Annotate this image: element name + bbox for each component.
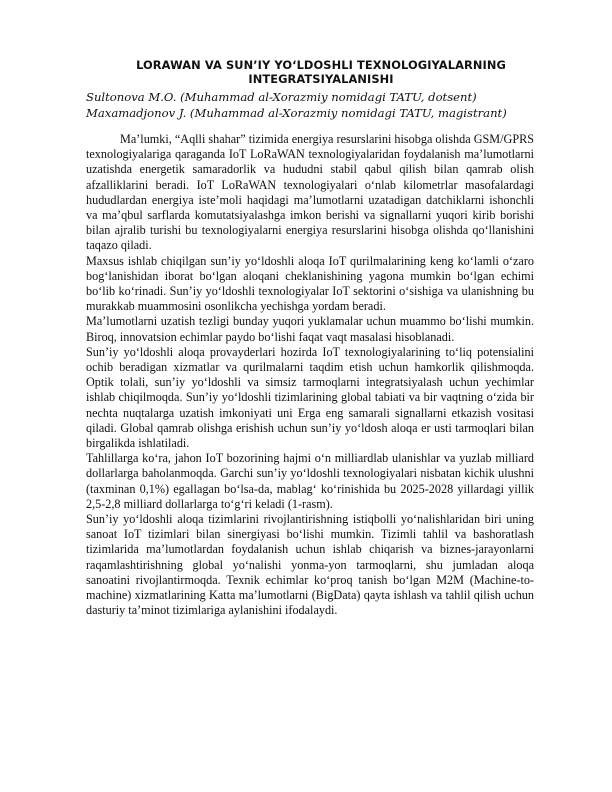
paragraph-1: Ma’lumki, “Aqlli shahar” tizimida energiya resurslarini hisobga olishda GSM/GPRS texnologiyalariga qaraganda IoT LoRaWAN texnologiyalaridan foydalanish ma’lumotlarni uzatishda energetik samaradorlik va hududni stabil qabul qilish bilan qamrab olish afzalliklarini beradi. IoT LoRaWAN texnologiyalari o‘nlab kilometrlar masofalardagi hududlardan energiya iste’moli haqidagi ma’lumotlarni uzatadigan datchiklarni ishonchli va ma’qbul sarflarda komutatsiyalashga imkon berishi va signallarni yuqori kirib borishi bilan ajralib turishi bu texnologiyalarni energiya resurslarini hisobga olishda qo‘llanishini taqazo qiladi. bbox=[86, 132, 534, 253]
paragraph-4: Sun’iy yo‘ldoshli aloqa provayderlari hozirda IoT texnologiyalarining to‘liq potensialini ochib beradigan xizmatlar va qurilmalarni taqdim etish uchun hamkorlik qilishmoqda. Optik tolali, sun’iy yo‘ldoshli va simsiz tarmoqlarni integratsiyalash uchun yechimlar ishlab chiqilmoqda. Sun’iy yo‘ldoshli tizimlarining global tabiati va bir vaqtning o‘zida bir nechta nuqtalarga uzatish imkoniyati uni Erga eng samarali signallarni etkazish vositasi qiladi. Global qamrab olishga erishish uchun sun’iy yo‘ldosh aloqa er usti tarmoqlari bilan birgalikda ishlatiladi. bbox=[86, 344, 534, 451]
paragraph-5: Tahlillarga ko‘ra, jahon IoT bozorining hajmi o‘n milliardlab ulanishlar va yuzlab milliard dollarlarga baholanmoqda. Garchi sun’iy yo‘ldoshli texnologiyalari nisbatan kichik ulushni (taxminan 0,1%) egallagan bo‘lsa-da, mablag‘ ko‘rinishida bu 2025-2028 yillardagi yillik 2,5-2,8 milliard dollarlarga to‘g‘ri keladi (1-rasm). bbox=[86, 451, 534, 511]
author-list bbox=[86, 89, 534, 121]
document-title bbox=[86, 58, 534, 86]
paragraph-3: Ma’lumotlarni uzatish tezligi bunday yuqori yuklamalar uchun muammo bo‘lishi mumkin. Biroq, innovatsion echimlar paydo bo‘lishi faqat vaqt masalasi hisoblanadi. bbox=[86, 314, 534, 344]
document-page bbox=[86, 58, 534, 619]
paragraph-6: Sun’iy yo‘ldoshli aloqa tizimlarini rivojlantirishning istiqbolli yo‘nalishlaridan biri uning sanoat IoT tizimlari bilan sinergiyasi bo‘lishi mumkin. Tizimli tahlil va bashoratlash tizimlarida ma’lumotlardan foydalanish uchun ishlab chiqarish va biznes-jarayonlarni raqamlashtirishning global yo‘nalishi yonma-yon tarmoqlarni, shu jumladan aloqa sanoatini rivojlantirmoqda. Texnik echimlar ko‘proq tanish bo‘lgan M2M (Machine-to-machine) xizmatlarining Katta ma’lumotlarni (BigData) qayta ishlash va tahlil qilish uchun dasturiy ta’minot tizimlariga aylanishini ifodalaydi. bbox=[86, 512, 534, 618]
author-2: Maxamadjonov J. (Muhammad al-Xorazmiy nomidagi TATU, magistrant) bbox=[86, 106, 507, 120]
paragraph-2: Maxsus ishlab chiqilgan sun’iy yo‘ldoshli aloqa IoT qurilmalarining keng ko‘lamli o‘zaro bog‘lanishidan iborat bo‘lgan aloqani cheklanishining yagona mumkin bo‘lgan echimi bo‘lib ko‘rinadi. Sun’iy yo‘ldoshli texnologiyalar IoT sektorini o‘sishiga va ulanishning bu murakkab muammosini osonlikcha yechishga yordam beradi. bbox=[86, 253, 534, 314]
document-body bbox=[86, 132, 534, 619]
title-line-2: INTEGRATSIYALANISHI bbox=[248, 72, 394, 86]
author-1: Sultonova M.O. (Muhammad al-Xorazmiy nomidagi TATU, dotsent) bbox=[86, 90, 477, 104]
title-line-1: LORAWAN VA SUN’IY YO‘LDOSHLI TEXNOLOGIYALARNING bbox=[136, 58, 506, 72]
